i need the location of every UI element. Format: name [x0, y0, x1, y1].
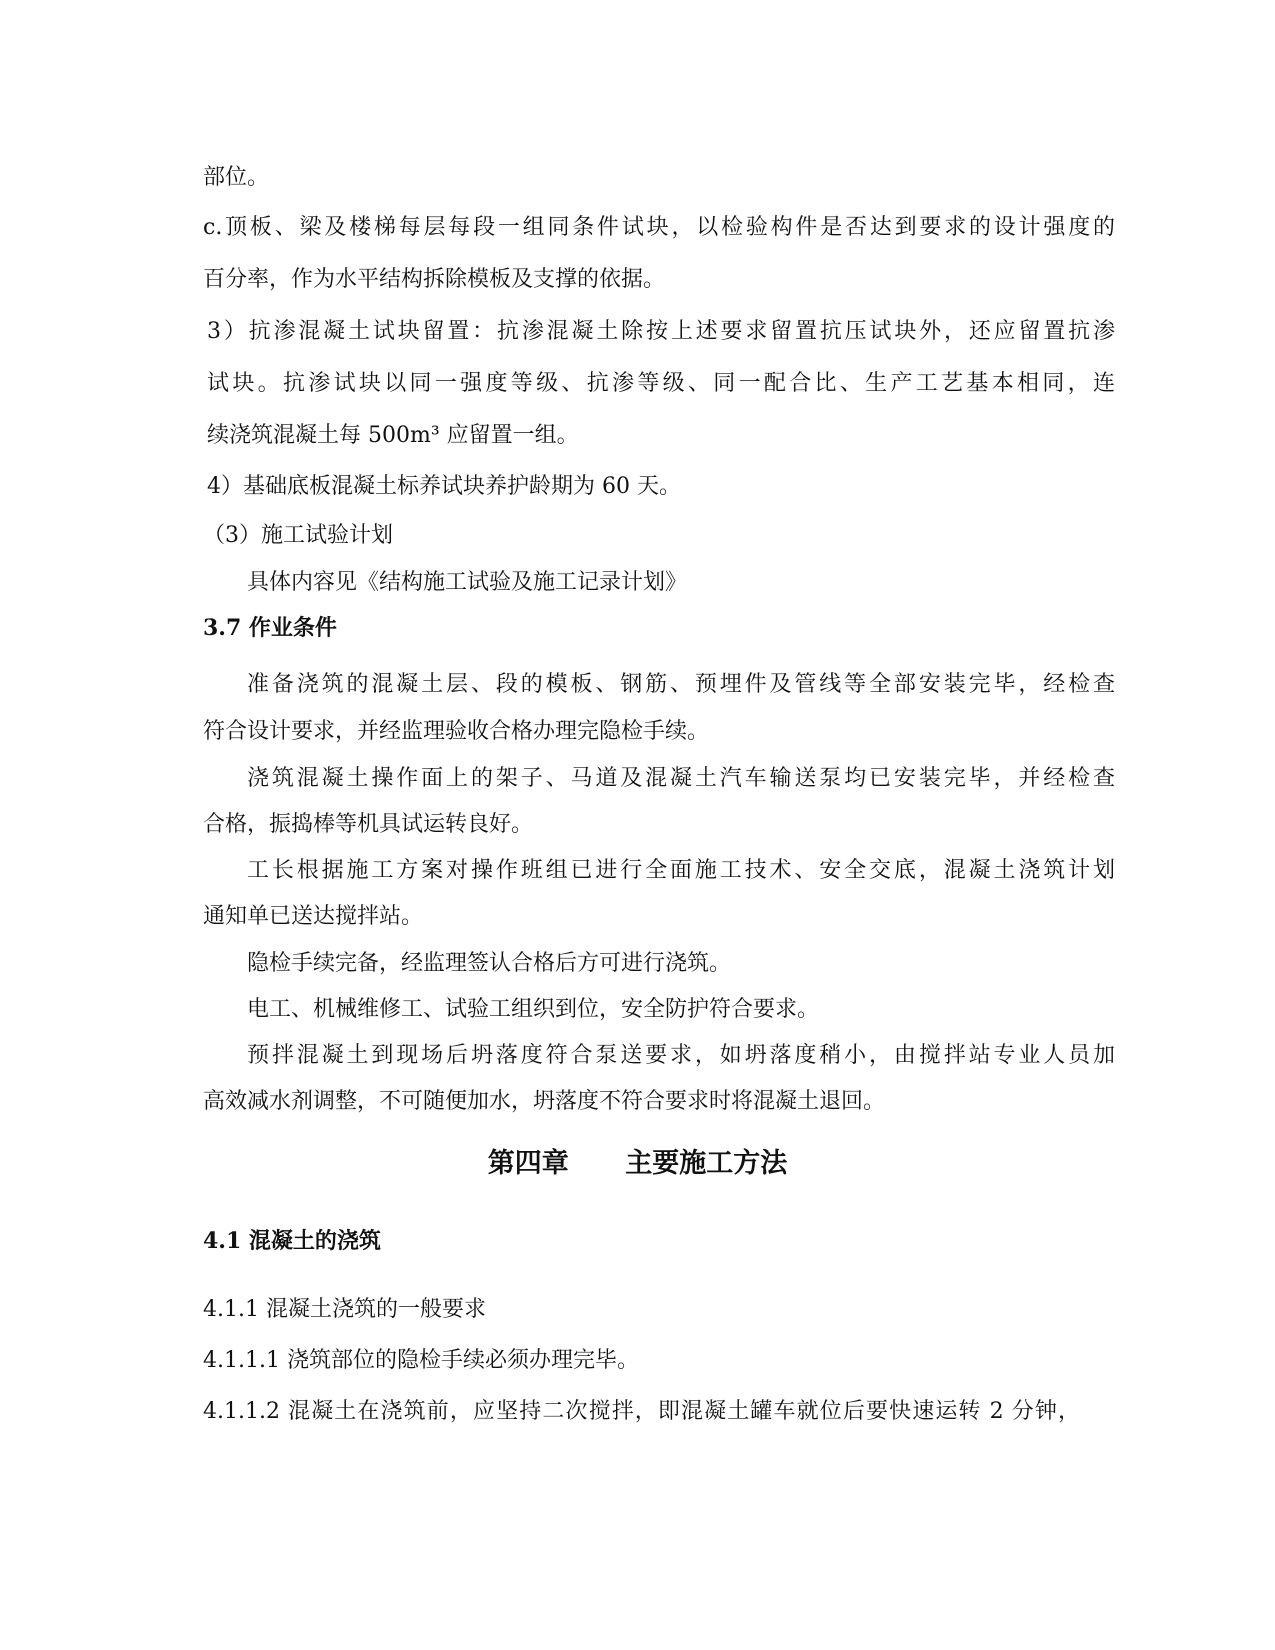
subsection-heading: 4.1.1 混凝土浇筑的一般要求 — [203, 1297, 486, 1322]
paragraph-line: 高效减水剂调整，不可随便加水，坍落度不符合要求时将混凝土退回。 — [203, 1089, 886, 1114]
paragraph-line: 电工、机械维修工、试验工组织到位，安全防护符合要求。 — [247, 997, 820, 1022]
paragraph-line: 符合设计要求，并经监理验收合格办理完隐检手续。 — [203, 719, 710, 744]
paragraph-line: 预拌混凝土到现场后坍落度符合泵送要求，如坍落度稍小，由搅拌站专业人员加 — [247, 1043, 1115, 1068]
paragraph-line: 准备浇筑的混凝土层、段的模板、钢筋、预埋件及管线等全部安装完毕，经检查 — [247, 672, 1115, 697]
text-line: 百分率，作为水平结构拆除模板及支撑的依据。 — [203, 267, 666, 292]
paragraph-line: 浇筑混凝土操作面上的架子、马道及混凝土汽车输送泵均已安装完毕，并经检查 — [247, 766, 1115, 791]
text-line: 4）基础底板混凝土标养试块养护龄期为 60 天。 — [207, 474, 681, 499]
paragraph-line: 隐检手续完备，经监理签认合格后方可进行浇筑。 — [247, 951, 732, 976]
text-line: 续浇筑混凝土每 500m³ 应留置一组。 — [207, 423, 579, 448]
paragraph-line: 合格，振捣棒等机具试运转良好。 — [203, 812, 534, 837]
text-line: 4.1.1.2 混凝土在浇筑前，应坚持二次搅拌，即混凝土罐车就位后要快速运转 2 分钟， — [203, 1399, 1080, 1424]
text-line: 部位。 — [203, 165, 270, 190]
section-heading: 3.7 作业条件 — [203, 615, 337, 641]
text-line: （3）施工试验计划 — [203, 523, 393, 548]
chapter-title: 第四章 主要施工方法 — [487, 1148, 788, 1179]
paragraph-line: 通知单已送达搅拌站。 — [203, 904, 424, 929]
text-line: 3）抗渗混凝土试块留置：抗渗混凝土除按上述要求留置抗压试块外，还应留置抗渗 — [207, 319, 1115, 344]
section-heading: 4.1 混凝土的浇筑 — [203, 1228, 381, 1254]
text-line: 具体内容见《结构施工试验及施工记录计划》 — [247, 570, 688, 595]
text-line: 试块。抗渗试块以同一强度等级、抗渗等级、同一配合比、生产工艺基本相同，连 — [207, 371, 1115, 396]
paragraph-line: 工长根据施工方案对操作班组已进行全面施工技术、安全交底，混凝土浇筑计划 — [247, 858, 1115, 883]
text-line: c.顶板、梁及楼梯每层每段一组同条件试块，以检验构件是否达到要求的设计强度的 — [203, 215, 1115, 240]
text-line: 4.1.1.1 浇筑部位的隐检手续必须办理完毕。 — [203, 1348, 639, 1373]
